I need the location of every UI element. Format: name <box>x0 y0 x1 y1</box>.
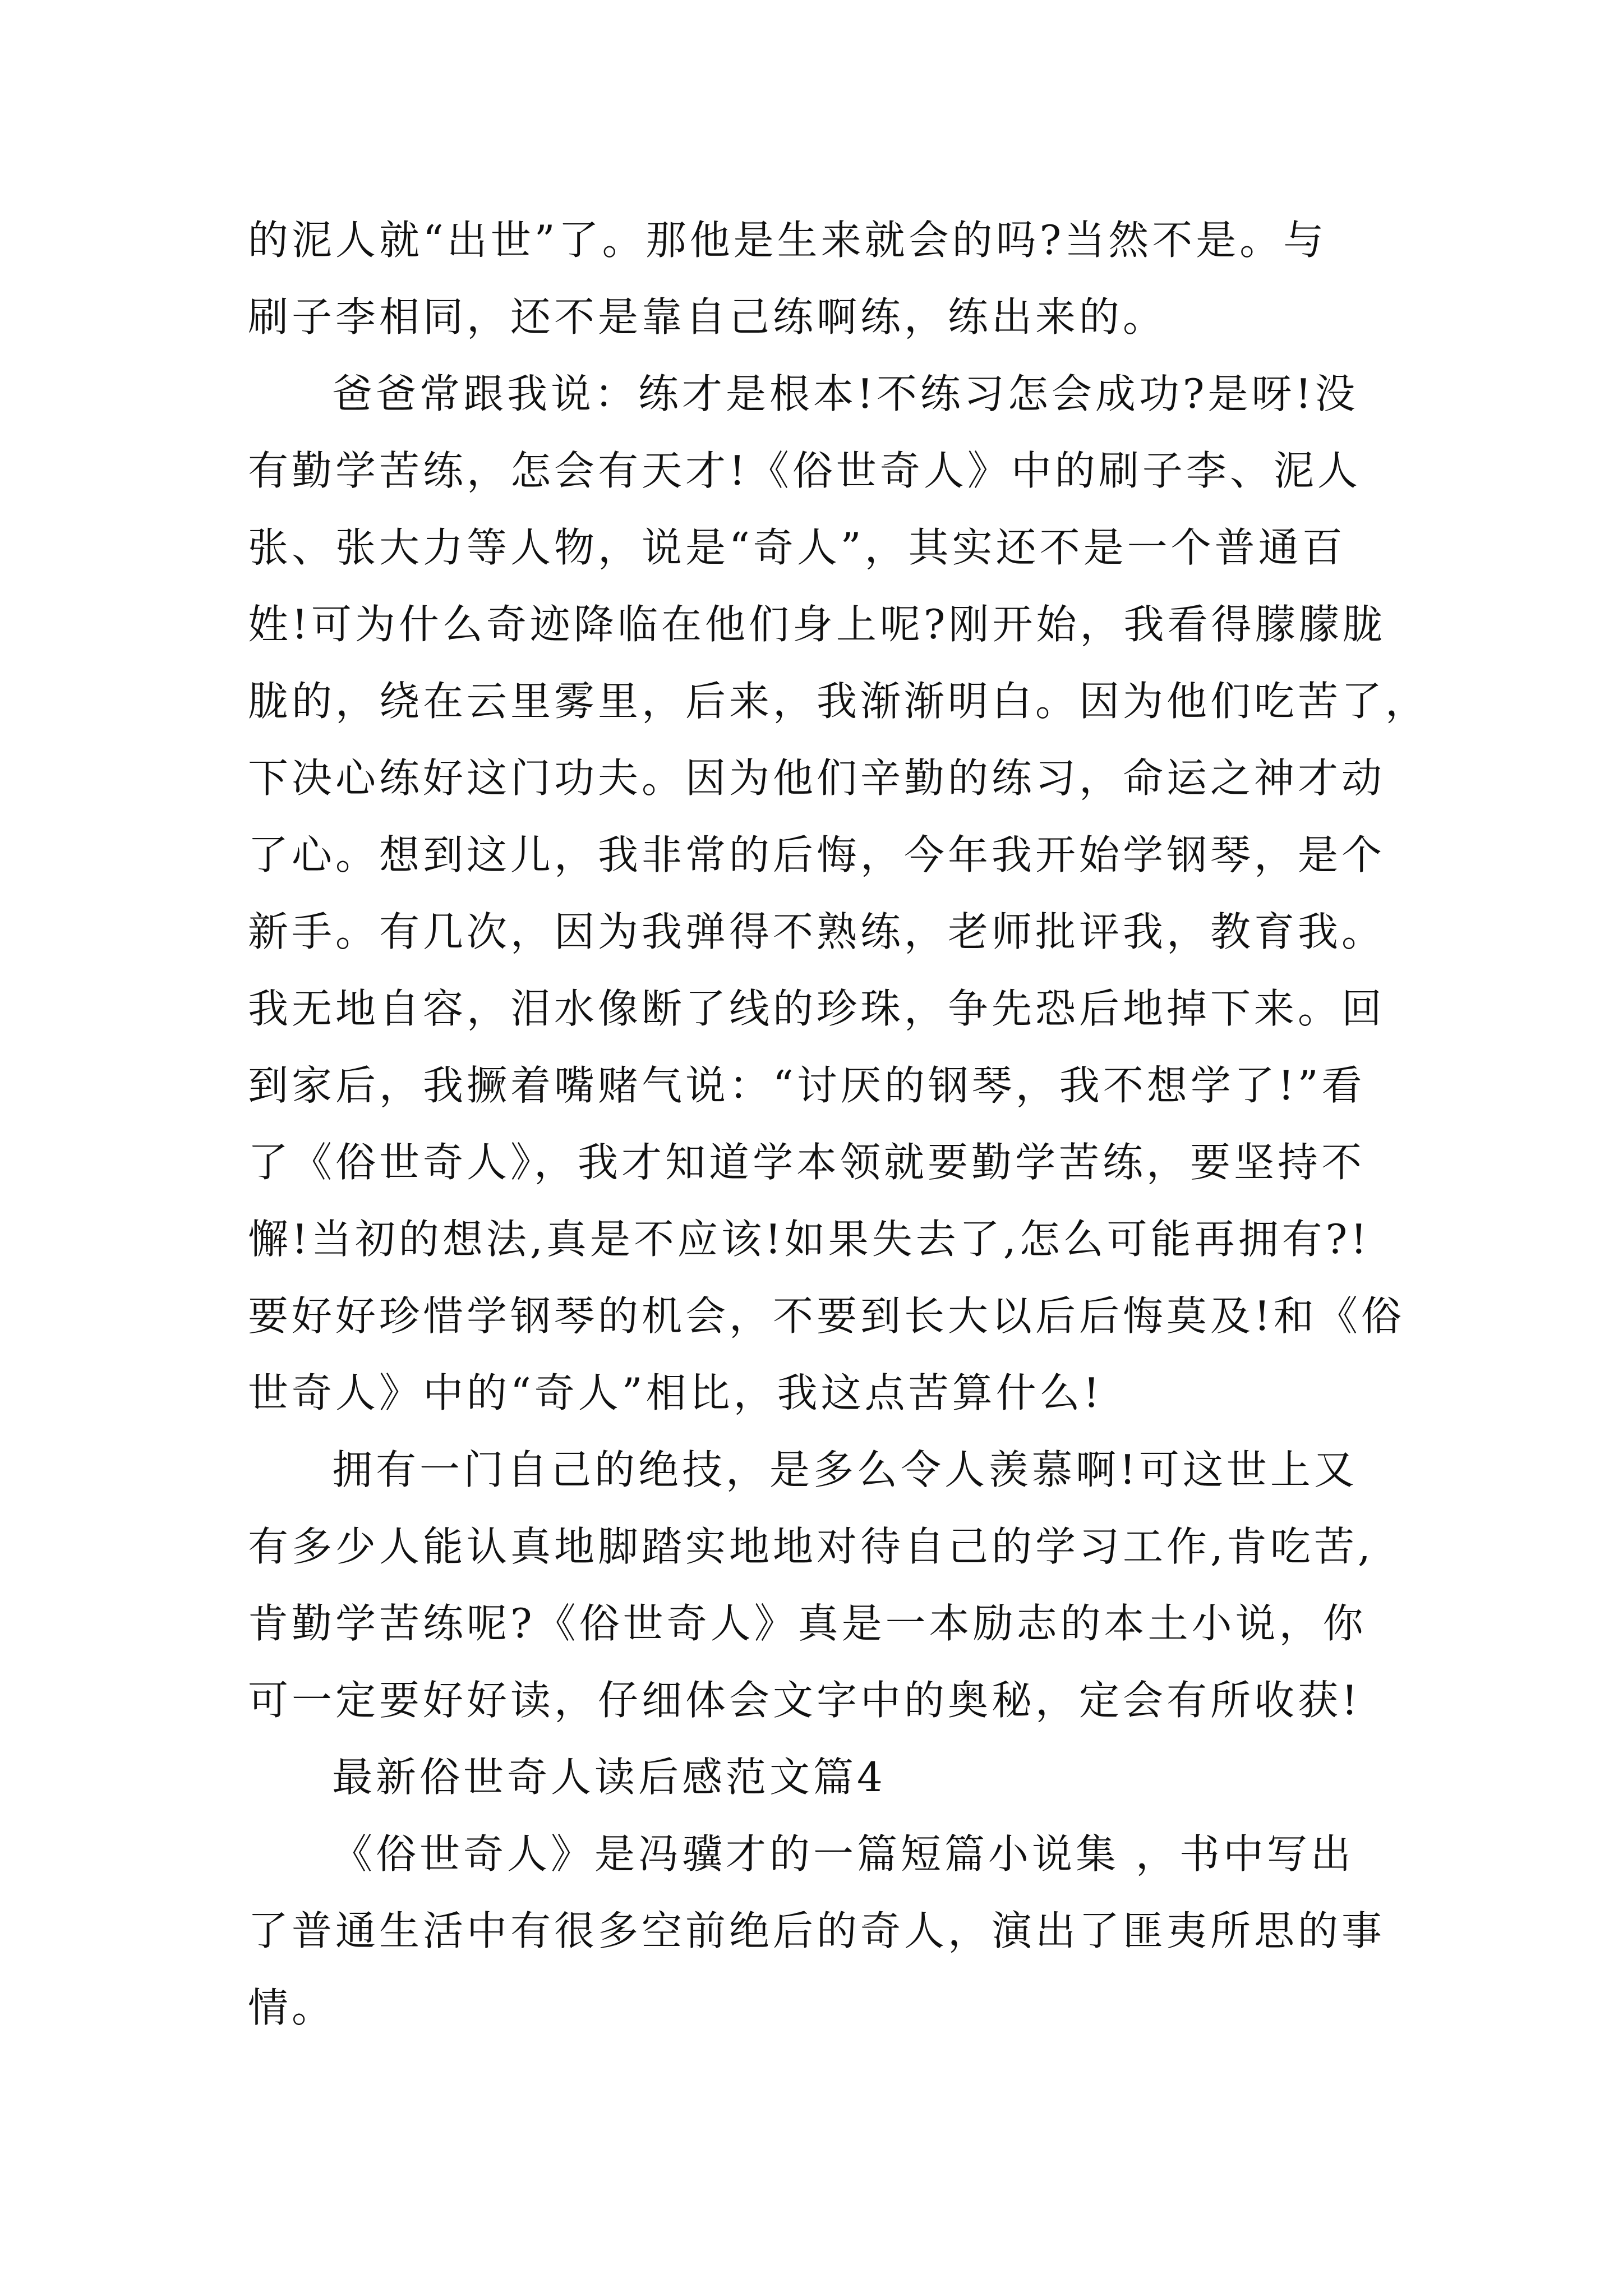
section-heading: 最新俗世奇人读后感范文篇4 <box>332 1754 886 1801</box>
paragraph-start-line: 爸爸常跟我说：练才是根本!不练习怎会成功?是呀!没 <box>332 370 1359 417</box>
text-line: 情。 <box>248 1984 336 2031</box>
text-line: 了《俗世奇人》，我才知道学本领就要勤学苦练，要坚持不 <box>248 1139 1366 1186</box>
text-line: 下决心练好这门功夫。因为他们辛勤的练习，命运之神才动 <box>248 754 1386 802</box>
text-line: 姓!可为什么奇迹降临在他们身上呢?刚开始，我看得朦朦胧 <box>248 601 1386 648</box>
text-line: 了心。想到这儿，我非常的后悔，今年我开始学钢琴，是个 <box>248 831 1386 878</box>
text-line: 刷子李相同，还不是靠自己练啊练，练出来的。 <box>248 293 1167 341</box>
text-line: 懈!当初的想法,真是不应该!如果失去了,怎么可能再拥有?! <box>248 1216 1371 1263</box>
text-line: 要好好珍惜学钢琴的机会，不要到长大以后后悔莫及!和《俗 <box>248 1292 1405 1340</box>
text-line: 我无地自容，泪水像断了线的珍珠，争先恐后地掉下来。回 <box>248 985 1386 1032</box>
text-line: 肯勤学苦练呢?《俗世奇人》真是一本励志的本土小说，你 <box>248 1600 1367 1647</box>
text-line: 张、张大力等人物，说是“奇人”，其实还不是一个普通百 <box>248 524 1346 571</box>
text-line: 了普通生活中有很多空前绝后的奇人，演出了匪夷所思的事 <box>248 1907 1386 1954</box>
text-line: 有多少人能认真地脚踏实地地对待自己的学习工作,肯吃苦, <box>248 1523 1374 1570</box>
paragraph-start-line: 拥有一门自己的绝技，是多么令人羡慕啊!可这世上又 <box>332 1446 1358 1493</box>
text-line: 新手。有几次，因为我弹得不熟练，老师批评我，教育我。 <box>248 908 1386 955</box>
document-body <box>248 202 1430 2046</box>
text-line: 世奇人》中的“奇人”相比，我这点苦算什么! <box>248 1369 1103 1416</box>
text-line: 的泥人就“出世”了。那他是生来就会的吗?当然不是。与 <box>248 217 1327 264</box>
text-line: 可一定要好好读，仔细体会文字中的奥秘，定会有所收获! <box>248 1677 1361 1724</box>
text-line: 胧的，绕在云里雾里，后来，我渐渐明白。因为他们吃苦了， <box>248 678 1430 725</box>
paragraph-start-line: 《俗世奇人》是冯骥才的一篇短篇小说集 ，书中写出 <box>332 1830 1354 1878</box>
text-line: 有勤学苦练，怎会有天才!《俗世奇人》中的刷子李、泥人 <box>248 447 1361 494</box>
text-line: 到家后，我撅着嘴赌气说：“讨厌的钢琴，我不想学了!”看 <box>248 1062 1366 1109</box>
